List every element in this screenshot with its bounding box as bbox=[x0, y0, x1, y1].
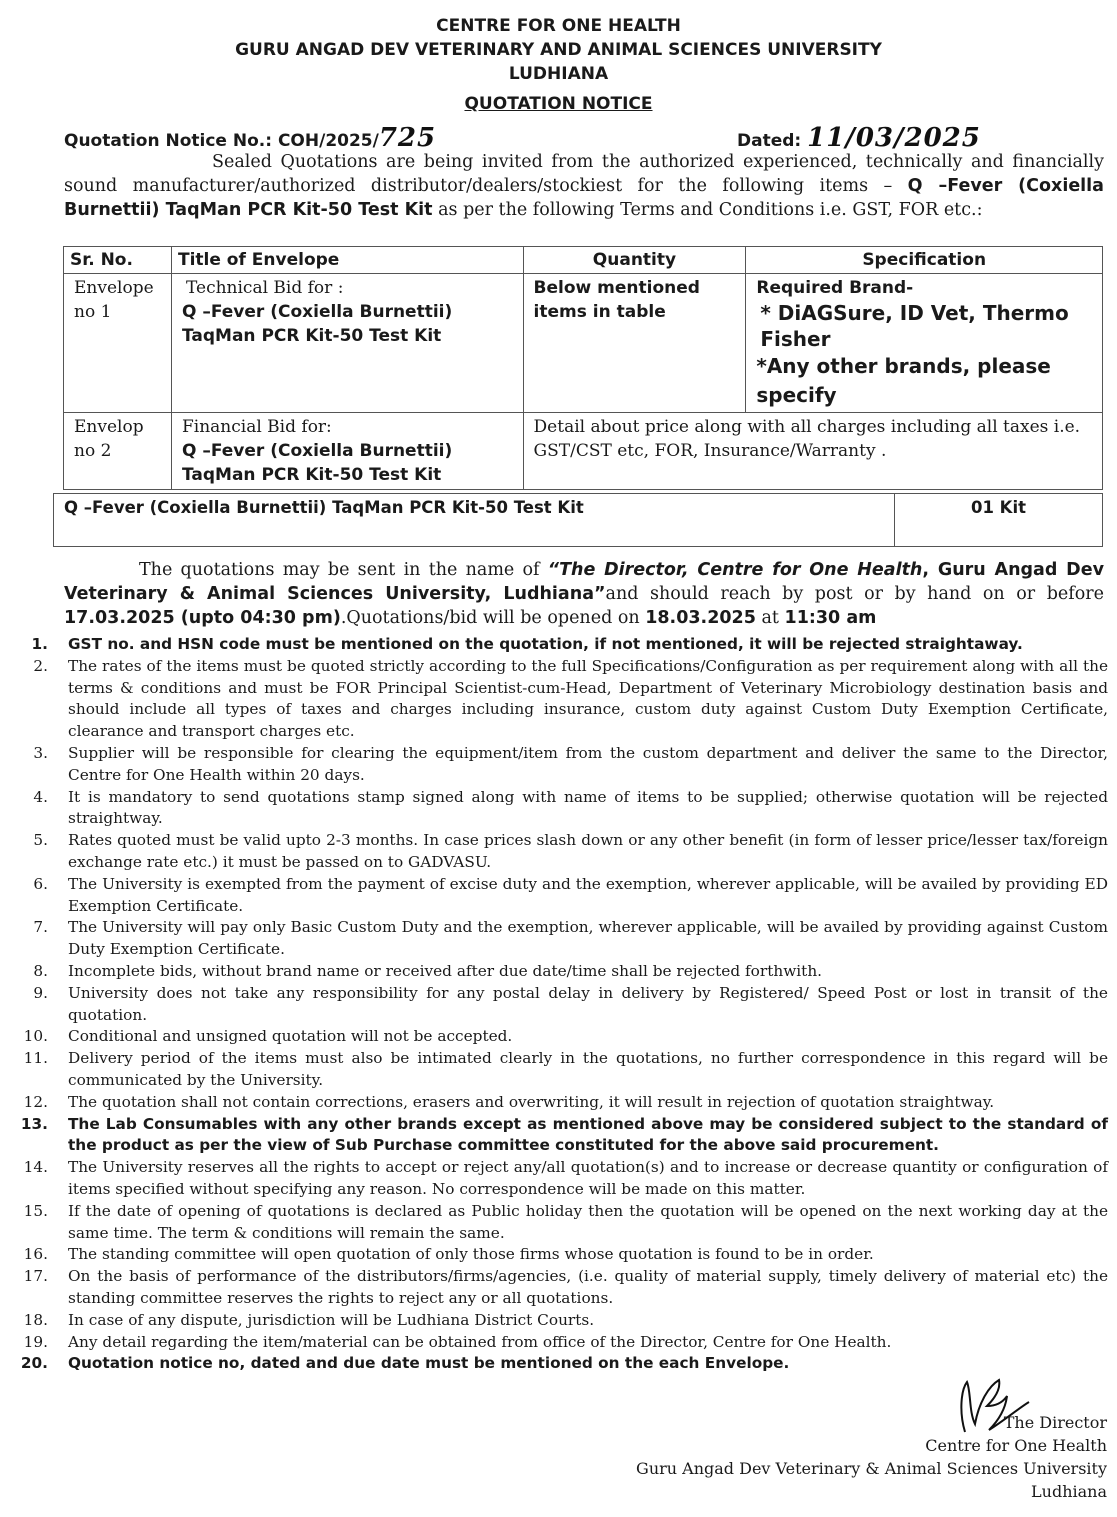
send-text-3: .Quotations/bid will be opened on bbox=[340, 608, 646, 628]
term-text: GST no. and HSN code must be mentioned on the quotation, if not mentioned, it will be rejected straightaway. bbox=[68, 635, 1023, 653]
term-text: The University is exempted from the payment of excise duty and the exemption, wherever applicable, will be availed by providing ED Exemption Certificate. bbox=[68, 874, 1108, 915]
envelope-2-sr: Envelop no 2 bbox=[64, 413, 172, 490]
envelope-2-title-label: Financial Bid for: bbox=[181, 417, 332, 437]
signature-block bbox=[636, 1411, 1107, 1503]
list-item bbox=[0, 1026, 1108, 1048]
term-number: 18. bbox=[23, 1310, 48, 1329]
term-text: If the date of opening of quotations is declared as Public holiday then the quotation will be opened on the next working day at the same time. The term & conditions will remain the same. bbox=[68, 1201, 1108, 1242]
list-item bbox=[0, 743, 1108, 787]
term-number: 3. bbox=[33, 743, 48, 762]
signature-university: Guru Angad Dev Veterinary & Animal Sciences University bbox=[636, 1459, 1107, 1478]
notice-date-handwritten: 11/03/2025 bbox=[807, 123, 981, 153]
term-number: 14. bbox=[23, 1158, 48, 1177]
intro-paragraph bbox=[64, 150, 1104, 222]
term-text: The standing committee will open quotation of only those firms whose quotation is found to be in order. bbox=[68, 1245, 874, 1264]
list-item bbox=[0, 656, 1108, 743]
list-item bbox=[0, 1157, 1108, 1201]
envelope-1-specification bbox=[746, 274, 1103, 413]
list-item bbox=[0, 1266, 1108, 1310]
envelope-1-title-item: Q –Fever (Coxiella Burnettii) TaqMan PCR Kit-50 Test Kit bbox=[181, 302, 453, 346]
table-row bbox=[64, 274, 1103, 413]
term-text: Rates quoted must be valid upto 2-3 months. In case prices slash down or any other benefit (in form of lesser price/lesser tax/foreign exchange rate etc.) it must be passed on to GADVASU. bbox=[68, 831, 1108, 871]
term-text: Delivery period of the items must also be intimated clearly in the quotations, no further correspondence in this regard will be communicated by the University. bbox=[68, 1049, 1108, 1089]
list-item bbox=[0, 874, 1108, 918]
intro-text: Sealed Quotations are being invited from the authorized experienced, technically and financially sound manufacturer/authorized distributor/dealers/stockiest for the following items – bbox=[64, 152, 1104, 196]
term-text: It is mandatory to send quotations stamp signed along with name of items to be supplied; otherwise quotation will be rejected straightway. bbox=[68, 787, 1108, 828]
send-opening-date: 18.03.2025 bbox=[645, 608, 756, 628]
submission-paragraph bbox=[64, 558, 1104, 630]
spec-required-brand: Required Brand- bbox=[756, 278, 914, 298]
send-opening-time: 11:30 am bbox=[784, 608, 877, 628]
term-text: The rates of the items must be quoted strictly according to the full Specifications/Configuration as per requirement along with all the terms & conditions and must be FOR Principal Scientist-cum-Head, Department of Veterinary Microbiology destination basis and should include all types of taxes and charges including insurance, custom duty against Custom Duty Exemption Certificate, clearance and transport charges etc. bbox=[68, 656, 1108, 741]
envelope-1-sr: Envelope no 1 bbox=[64, 274, 172, 413]
header-title: Title of Envelope bbox=[171, 247, 523, 274]
institution-city: LUDHIANA bbox=[508, 64, 609, 84]
list-item bbox=[0, 1353, 1108, 1375]
item-table bbox=[53, 493, 1103, 547]
send-due-date: 17.03.2025 (upto 04:30 pm) bbox=[64, 608, 341, 628]
item-name: Q –Fever (Coxiella Burnettii) TaqMan PCR Kit-50 Test Kit bbox=[54, 494, 895, 547]
term-number: 12. bbox=[23, 1092, 48, 1111]
envelope-2-title bbox=[171, 413, 523, 490]
notice-number-label: Quotation Notice No.: COH/2025/ bbox=[64, 131, 379, 151]
notice-date bbox=[737, 123, 981, 153]
term-text: Incomplete bids, without brand name or received after due date/time shall be rejected forthwith. bbox=[68, 961, 823, 980]
page-title: QUOTATION NOTICE bbox=[464, 94, 653, 114]
term-number: 1. bbox=[31, 635, 48, 653]
list-item bbox=[0, 1048, 1108, 1092]
list-item bbox=[0, 961, 1108, 983]
list-item bbox=[0, 1332, 1108, 1354]
item-quantity: 01 Kit bbox=[895, 494, 1103, 547]
term-number: 17. bbox=[23, 1267, 48, 1286]
term-number: 7. bbox=[33, 918, 48, 937]
list-item bbox=[0, 1310, 1108, 1332]
term-text: Quotation notice no, dated and due date must be mentioned on the each Envelope. bbox=[68, 1354, 790, 1373]
send-text-2: and should reach by post or by hand on or before bbox=[605, 584, 1104, 604]
terms-list bbox=[0, 634, 1108, 1375]
institution-university: GURU ANGAD DEV VETERINARY AND ANIMAL SCIENCES UNIVERSITY bbox=[235, 40, 882, 60]
list-item bbox=[0, 787, 1108, 831]
term-number: 9. bbox=[33, 983, 48, 1002]
notice-date-label: Dated: bbox=[737, 131, 802, 151]
envelope-2-title-item: Q –Fever (Coxiella Burnettii) TaqMan PCR Kit-50 Test Kit bbox=[181, 441, 453, 485]
term-text: Any detail regarding the item/material can be obtained from office of the Director, Centre for One Health. bbox=[68, 1332, 892, 1351]
term-text: In case of any dispute, jurisdiction will be Ludhiana District Courts. bbox=[68, 1310, 595, 1329]
envelope-table bbox=[63, 246, 1103, 490]
envelope-2-detail: Detail about price along with all charges including all taxes i.e. GST/CST etc, FOR, Insurance/Warranty . bbox=[523, 413, 1102, 490]
term-text: The quotation shall not contain corrections, erasers and overwriting, it will result in rejection of quotation straightway. bbox=[68, 1092, 995, 1111]
send-text-4: at bbox=[755, 608, 785, 628]
intro-text-end: as per the following Terms and Conditions i.e. GST, FOR etc.: bbox=[432, 200, 983, 220]
send-university: , Guru Angad Dev Veterinary & Animal Sciences University, Ludhiana” bbox=[64, 560, 1104, 604]
list-item bbox=[0, 1244, 1108, 1266]
term-number: 20. bbox=[20, 1354, 48, 1373]
envelope-1-quantity: Below mentioned items in table bbox=[523, 274, 746, 413]
term-text: The Lab Consumables with any other brands except as mentioned above may be considered subject to the standard of the product as per the view of Sub Purchase committee constituted for the above said procurement. bbox=[68, 1114, 1108, 1155]
envelope-1-title bbox=[171, 274, 523, 413]
term-number: 19. bbox=[23, 1332, 48, 1351]
envelope-table-header bbox=[64, 247, 1103, 274]
term-number: 6. bbox=[33, 874, 48, 893]
term-number: 5. bbox=[33, 831, 48, 850]
list-item bbox=[0, 917, 1108, 961]
signature-title: The Director bbox=[1003, 1413, 1107, 1432]
term-number: 10. bbox=[23, 1027, 48, 1046]
term-text: Conditional and unsigned quotation will not be accepted. bbox=[68, 1027, 513, 1046]
term-text: The University will pay only Basic Custom Duty and the exemption, wherever applicable, will be availed by providing against Custom Duty Exemption Certificate. bbox=[68, 918, 1108, 959]
list-item bbox=[0, 1114, 1108, 1158]
term-text: Supplier will be responsible for clearing the equipment/item from the custom department and deliver the same to the Director, Centre for One Health within 20 days. bbox=[68, 743, 1108, 784]
send-text: The quotations may be sent in the name of bbox=[139, 560, 548, 580]
term-text: University does not take any responsibility for any postal delay in delivery by Registered/ Speed Post or lost in transit of the quotation. bbox=[68, 983, 1108, 1024]
header-specification: Specification bbox=[746, 247, 1103, 274]
spec-other-brands: *Any other brands, please specify bbox=[756, 354, 1051, 407]
list-item bbox=[0, 634, 1108, 656]
notice-number bbox=[64, 123, 436, 153]
notice-number-handwritten: 725 bbox=[378, 123, 437, 153]
signature-city: Ludhiana bbox=[1031, 1482, 1107, 1501]
list-item bbox=[0, 1092, 1108, 1114]
term-number: 4. bbox=[33, 787, 48, 806]
term-number: 13. bbox=[20, 1114, 48, 1133]
send-addressee: “The Director, Centre for One Health bbox=[547, 560, 923, 580]
term-text: On the basis of performance of the distributors/firms/agencies, (i.e. quality of material supply, timely delivery of material etc) the standing committee reserves the rights to reject any or all quotations. bbox=[68, 1267, 1108, 1307]
term-number: 11. bbox=[23, 1049, 48, 1068]
envelope-1-title-label: Technical Bid for : bbox=[185, 278, 344, 298]
term-number: 15. bbox=[23, 1201, 48, 1220]
term-number: 16. bbox=[23, 1245, 48, 1264]
list-item bbox=[0, 1201, 1108, 1245]
list-item bbox=[0, 983, 1108, 1027]
table-row bbox=[54, 494, 1103, 547]
intro-item: Q –Fever (Coxiella Burnettii) TaqMan PCR Kit-50 Test Kit bbox=[64, 176, 1104, 220]
signature-centre: Centre for One Health bbox=[925, 1436, 1107, 1455]
institution-centre: CENTRE FOR ONE HEALTH bbox=[436, 16, 681, 36]
term-text: The University reserves all the rights to accept or reject any/all quotation(s) and to increase or decrease quantity or configuration of items specified without specifying any reason. No correspondence will be made on this matter. bbox=[68, 1158, 1108, 1198]
table-row bbox=[64, 413, 1103, 490]
term-number: 8. bbox=[33, 961, 48, 980]
spec-brands: * DiAGSure, ID Vet, Thermo Fisher bbox=[760, 301, 1069, 351]
header-quantity: Quantity bbox=[523, 247, 746, 274]
list-item bbox=[0, 830, 1108, 874]
header-sr-no: Sr. No. bbox=[64, 247, 172, 274]
term-number: 2. bbox=[33, 656, 48, 675]
